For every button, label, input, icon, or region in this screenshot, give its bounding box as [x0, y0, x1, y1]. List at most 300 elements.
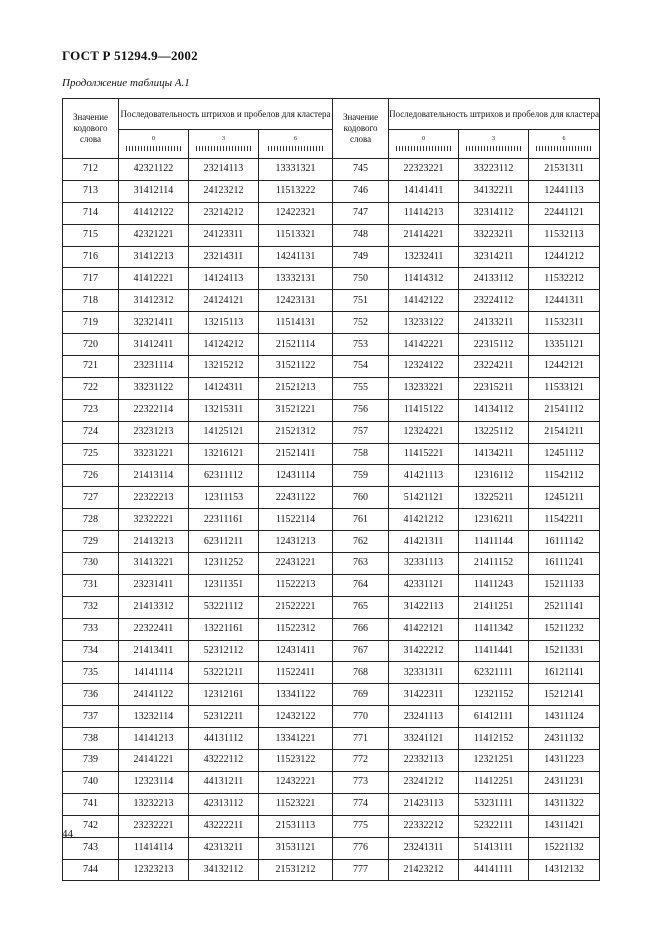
codeword-value-cell: 751: [333, 290, 389, 312]
table-row: [63, 246, 600, 268]
cluster-header: [529, 130, 600, 159]
bar-space-sequence-cell: 14311322: [529, 793, 600, 815]
bar-space-sequence-cell: 21521411: [259, 443, 333, 465]
table-row: [63, 596, 600, 618]
bar-space-sequence-cell: 12321251: [459, 750, 529, 772]
bar-space-sequence-cell: 33223112: [459, 159, 529, 181]
codeword-value-cell: 767: [333, 640, 389, 662]
codeword-value-cell: 736: [63, 684, 119, 706]
codeword-value-cell: 744: [63, 859, 119, 881]
bar-space-sequence-cell: 11532212: [529, 268, 600, 290]
bar-space-sequence-cell: 43222211: [189, 815, 259, 837]
bar-space-sequence-cell: 43222112: [189, 750, 259, 772]
table-row: [63, 224, 600, 246]
codeword-value-cell: 756: [333, 399, 389, 421]
bar-space-sequence-cell: 24141122: [119, 684, 189, 706]
codeword-value-cell: 770: [333, 706, 389, 728]
bar-space-sequence-cell: 14125121: [189, 421, 259, 443]
bar-space-sequence-cell: 53221112: [189, 596, 259, 618]
bar-space-sequence-cell: 31412114: [119, 180, 189, 202]
bar-space-sequence-cell: 12441113: [529, 180, 600, 202]
bar-space-sequence-cell: 11523221: [259, 793, 333, 815]
bar-pattern-icon: [466, 146, 522, 151]
cluster-label: 6: [294, 136, 298, 142]
document-header: ГОСТ Р 51294.9—2002: [62, 48, 198, 63]
bar-space-sequence-cell: 12323114: [119, 771, 189, 793]
table-row: [63, 859, 600, 881]
codeword-value-cell: 772: [333, 750, 389, 772]
bar-space-sequence-cell: 32331311: [389, 662, 459, 684]
bar-space-sequence-cell: 23224211: [459, 356, 529, 378]
codeword-value-cell: 723: [63, 399, 119, 421]
bar-space-sequence-cell: 23214113: [189, 159, 259, 181]
codeword-value-cell: 733: [63, 618, 119, 640]
bar-space-sequence-cell: 42313211: [189, 837, 259, 859]
bar-space-sequence-cell: 11532311: [529, 312, 600, 334]
bar-space-sequence-cell: 52322111: [459, 815, 529, 837]
codeword-value-cell: 739: [63, 750, 119, 772]
bar-space-sequence-cell: 44131211: [189, 771, 259, 793]
cluster-label: 3: [492, 136, 496, 142]
codeword-value-cell: 712: [63, 159, 119, 181]
codeword-value-cell: 732: [63, 596, 119, 618]
bar-space-sequence-cell: 14312132: [529, 859, 600, 881]
bar-space-sequence-cell: 11514131: [259, 312, 333, 334]
bar-space-sequence-cell: 12316211: [459, 509, 529, 531]
table-row: [63, 202, 600, 224]
bar-space-sequence-cell: 11542211: [529, 509, 600, 531]
table-row: [63, 312, 600, 334]
bar-space-sequence-cell: 32314112: [459, 202, 529, 224]
bar-space-sequence-cell: 21531311: [529, 159, 600, 181]
bar-space-sequence-cell: 21413114: [119, 465, 189, 487]
bar-space-sequence-cell: 24133112: [459, 268, 529, 290]
table-row: [63, 159, 600, 181]
bar-space-sequence-cell: 31412411: [119, 334, 189, 356]
codeword-value-cell: 761: [333, 509, 389, 531]
bar-space-sequence-cell: 23241311: [389, 837, 459, 859]
bar-space-sequence-cell: 41421113: [389, 465, 459, 487]
bar-space-sequence-cell: 24311132: [529, 728, 600, 750]
bar-space-sequence-cell: 11411243: [459, 574, 529, 596]
codeword-value-cell: 754: [333, 356, 389, 378]
bar-space-sequence-cell: 12441212: [529, 246, 600, 268]
codeword-value-cell: 758: [333, 443, 389, 465]
bar-space-sequence-cell: 22323221: [389, 159, 459, 181]
bar-space-sequence-cell: 31422113: [389, 596, 459, 618]
codeword-value-cell: 747: [333, 202, 389, 224]
bar-space-sequence-cell: 32321411: [119, 312, 189, 334]
bar-space-sequence-cell: 12432221: [259, 771, 333, 793]
codeword-value-cell: 764: [333, 574, 389, 596]
bar-space-sequence-cell: 41421212: [389, 509, 459, 531]
bar-space-sequence-cell: 11513321: [259, 224, 333, 246]
bar-space-sequence-cell: 11522312: [259, 618, 333, 640]
bar-space-sequence-cell: 12316112: [459, 465, 529, 487]
codeword-value-cell: 713: [63, 180, 119, 202]
bar-pattern-icon: [536, 146, 592, 151]
bar-space-sequence-cell: 52312112: [189, 640, 259, 662]
bar-space-sequence-cell: 31422311: [389, 684, 459, 706]
codeword-value-cell: 763: [333, 553, 389, 575]
bar-space-sequence-cell: 14311124: [529, 706, 600, 728]
codeword-value-cell: 757: [333, 421, 389, 443]
bar-space-sequence-cell: 12442121: [529, 356, 600, 378]
bar-space-sequence-cell: 62311112: [189, 465, 259, 487]
bar-space-sequence-cell: 24133211: [459, 312, 529, 334]
codeword-table: [62, 98, 600, 881]
bar-space-sequence-cell: 22332113: [389, 750, 459, 772]
bar-space-sequence-cell: 21522221: [259, 596, 333, 618]
table-row: [63, 465, 600, 487]
bar-space-sequence-cell: 51421121: [389, 487, 459, 509]
codeword-value-cell: 720: [63, 334, 119, 356]
codeword-value-cell: 745: [333, 159, 389, 181]
bar-space-sequence-cell: 13332131: [259, 268, 333, 290]
bar-space-sequence-cell: 12451112: [529, 443, 600, 465]
bar-space-sequence-cell: 41421311: [389, 531, 459, 553]
bar-space-sequence-cell: 11411342: [459, 618, 529, 640]
bar-space-sequence-cell: 13341122: [259, 684, 333, 706]
bar-space-sequence-cell: 13232114: [119, 706, 189, 728]
cluster-header: [459, 130, 529, 159]
bar-space-sequence-cell: 12423131: [259, 290, 333, 312]
bar-space-sequence-cell: 23214311: [189, 246, 259, 268]
bar-space-sequence-cell: 34132112: [189, 859, 259, 881]
bar-space-sequence-cell: 21531113: [259, 815, 333, 837]
bar-space-sequence-cell: 13215113: [189, 312, 259, 334]
bar-space-sequence-cell: 11532113: [529, 224, 600, 246]
bar-pattern-icon: [268, 146, 324, 151]
bar-space-sequence-cell: 31412312: [119, 290, 189, 312]
bar-space-sequence-cell: 21413411: [119, 640, 189, 662]
bar-space-sequence-cell: 12323213: [119, 859, 189, 881]
table-row: [63, 443, 600, 465]
codeword-value-cell: 753: [333, 334, 389, 356]
bar-space-sequence-cell: 13215212: [189, 356, 259, 378]
table-row: [63, 618, 600, 640]
bar-space-sequence-cell: 12441311: [529, 290, 600, 312]
bar-space-sequence-cell: 22311161: [189, 509, 259, 531]
bar-space-sequence-cell: 31413221: [119, 553, 189, 575]
cluster-header: [119, 130, 189, 159]
bar-space-sequence-cell: 15211331: [529, 640, 600, 662]
codeword-value-cell: 765: [333, 596, 389, 618]
bar-space-sequence-cell: 13225211: [459, 487, 529, 509]
bar-pattern-icon: [396, 146, 452, 151]
codeword-value-cell: 749: [333, 246, 389, 268]
bar-space-sequence-cell: 11414213: [389, 202, 459, 224]
bar-space-sequence-cell: 25211141: [529, 596, 600, 618]
bar-pattern-icon: [126, 146, 182, 151]
bar-space-sequence-cell: 21521312: [259, 421, 333, 443]
bar-space-sequence-cell: 14124311: [189, 377, 259, 399]
codeword-value-cell: 728: [63, 509, 119, 531]
table-row: [63, 793, 600, 815]
cluster-label: 3: [222, 136, 225, 142]
bar-space-sequence-cell: 12422321: [259, 202, 333, 224]
bar-space-sequence-cell: 13216121: [189, 443, 259, 465]
bar-space-sequence-cell: 24123311: [189, 224, 259, 246]
codeword-value-cell: 727: [63, 487, 119, 509]
codeword-value-cell: 743: [63, 837, 119, 859]
bar-space-sequence-cell: 42321221: [119, 224, 189, 246]
codeword-value-cell: 741: [63, 793, 119, 815]
table-row: [63, 706, 600, 728]
codeword-value-cell: 734: [63, 640, 119, 662]
bar-space-sequence-cell: 23241212: [389, 771, 459, 793]
table-row: [63, 837, 600, 859]
bar-space-sequence-cell: 13225112: [459, 421, 529, 443]
bar-space-sequence-cell: 21414221: [389, 224, 459, 246]
bar-space-sequence-cell: 44131112: [189, 728, 259, 750]
bar-space-sequence-cell: 23241113: [389, 706, 459, 728]
bar-space-sequence-cell: 12451211: [529, 487, 600, 509]
codeword-value-cell: 737: [63, 706, 119, 728]
bar-space-sequence-cell: 21413213: [119, 531, 189, 553]
bar-space-sequence-cell: 21413312: [119, 596, 189, 618]
bar-space-sequence-cell: 33241121: [389, 728, 459, 750]
codeword-value-cell: 755: [333, 377, 389, 399]
bar-space-sequence-cell: 61412111: [459, 706, 529, 728]
bar-space-sequence-cell: 11522213: [259, 574, 333, 596]
codeword-value-cell: 718: [63, 290, 119, 312]
table-row: [63, 684, 600, 706]
table-caption: Продолжение таблицы А.1: [62, 77, 190, 89]
bar-space-sequence-cell: 31521122: [259, 356, 333, 378]
bar-space-sequence-cell: 33223211: [459, 224, 529, 246]
codeword-value-cell: 771: [333, 728, 389, 750]
bar-space-sequence-cell: 14311421: [529, 815, 600, 837]
bar-space-sequence-cell: 14124212: [189, 334, 259, 356]
bar-space-sequence-cell: 42321122: [119, 159, 189, 181]
bar-space-sequence-cell: 32322221: [119, 509, 189, 531]
bar-space-sequence-cell: 12311252: [189, 553, 259, 575]
codeword-value-cell: 730: [63, 553, 119, 575]
bar-space-sequence-cell: 16121141: [529, 662, 600, 684]
codeword-value-cell: 735: [63, 662, 119, 684]
bar-space-sequence-cell: 11414114: [119, 837, 189, 859]
table-row: [63, 334, 600, 356]
bar-space-sequence-cell: 21531212: [259, 859, 333, 881]
cluster-header: [389, 130, 459, 159]
header-value-right: Значение кодового слова: [333, 99, 389, 159]
bar-space-sequence-cell: 16111142: [529, 531, 600, 553]
bar-space-sequence-cell: 11412251: [459, 771, 529, 793]
bar-space-sequence-cell: 11412152: [459, 728, 529, 750]
bar-space-sequence-cell: 14141411: [389, 180, 459, 202]
bar-space-sequence-cell: 11522114: [259, 509, 333, 531]
codeword-value-cell: 721: [63, 356, 119, 378]
codeword-value-cell: 746: [333, 180, 389, 202]
bar-space-sequence-cell: 11542112: [529, 465, 600, 487]
bar-space-sequence-cell: 31412213: [119, 246, 189, 268]
bar-space-sequence-cell: 13221161: [189, 618, 259, 640]
cluster-header: [189, 130, 259, 159]
cluster-label: 0: [152, 136, 155, 142]
bar-space-sequence-cell: 22441121: [529, 202, 600, 224]
bar-space-sequence-cell: 41422121: [389, 618, 459, 640]
table-row: [63, 815, 600, 837]
bar-space-sequence-cell: 11523122: [259, 750, 333, 772]
table-row: [63, 268, 600, 290]
bar-space-sequence-cell: 11411441: [459, 640, 529, 662]
bar-space-sequence-cell: 23231213: [119, 421, 189, 443]
codeword-value-cell: 766: [333, 618, 389, 640]
page-number: 44: [62, 828, 73, 840]
codeword-value-cell: 726: [63, 465, 119, 487]
bar-space-sequence-cell: 14142122: [389, 290, 459, 312]
bar-space-sequence-cell: 14134211: [459, 443, 529, 465]
bar-space-sequence-cell: 24123212: [189, 180, 259, 202]
table-row: [63, 180, 600, 202]
bar-space-sequence-cell: 23232221: [119, 815, 189, 837]
table-row: [63, 356, 600, 378]
bar-space-sequence-cell: 13341221: [259, 728, 333, 750]
bar-space-sequence-cell: 14142221: [389, 334, 459, 356]
header-value-left: Значение кодового слова: [63, 99, 119, 159]
codeword-value-cell: 725: [63, 443, 119, 465]
bar-space-sequence-cell: 12431114: [259, 465, 333, 487]
bar-space-sequence-cell: 21541211: [529, 421, 600, 443]
codeword-value-cell: 777: [333, 859, 389, 881]
codeword-value-cell: 738: [63, 728, 119, 750]
cluster-label: 6: [562, 136, 566, 142]
bar-space-sequence-cell: 11522411: [259, 662, 333, 684]
bar-space-sequence-cell: 11415122: [389, 399, 459, 421]
bar-space-sequence-cell: 22332212: [389, 815, 459, 837]
bar-space-sequence-cell: 21411152: [459, 553, 529, 575]
bar-space-sequence-cell: 21521213: [259, 377, 333, 399]
bar-space-sequence-cell: 12431411: [259, 640, 333, 662]
codeword-value-cell: 752: [333, 312, 389, 334]
codeword-value-cell: 750: [333, 268, 389, 290]
bar-space-sequence-cell: 22315112: [459, 334, 529, 356]
codeword-value-cell: 729: [63, 531, 119, 553]
bar-space-sequence-cell: 15221132: [529, 837, 600, 859]
bar-space-sequence-cell: 22315211: [459, 377, 529, 399]
bar-space-sequence-cell: 44141111: [459, 859, 529, 881]
bar-space-sequence-cell: 15212141: [529, 684, 600, 706]
bar-space-sequence-cell: 42331121: [389, 574, 459, 596]
bar-space-sequence-cell: 21521114: [259, 334, 333, 356]
bar-space-sequence-cell: 13233221: [389, 377, 459, 399]
bar-space-sequence-cell: 24141221: [119, 750, 189, 772]
bar-space-sequence-cell: 15211133: [529, 574, 600, 596]
bar-space-sequence-cell: 33231221: [119, 443, 189, 465]
bar-space-sequence-cell: 13215311: [189, 399, 259, 421]
bar-space-sequence-cell: 41412221: [119, 268, 189, 290]
codeword-value-cell: 776: [333, 837, 389, 859]
bar-space-sequence-cell: 21423212: [389, 859, 459, 881]
bar-space-sequence-cell: 11513222: [259, 180, 333, 202]
bar-space-sequence-cell: 14241131: [259, 246, 333, 268]
codeword-value-cell: 714: [63, 202, 119, 224]
codeword-value-cell: 731: [63, 574, 119, 596]
bar-space-sequence-cell: 31521221: [259, 399, 333, 421]
codeword-value-cell: 722: [63, 377, 119, 399]
bar-space-sequence-cell: 21411251: [459, 596, 529, 618]
table-row: [63, 399, 600, 421]
table-row: [63, 509, 600, 531]
bar-space-sequence-cell: 12324122: [389, 356, 459, 378]
bar-space-sequence-cell: 23231114: [119, 356, 189, 378]
codeword-value-cell: 715: [63, 224, 119, 246]
bar-space-sequence-cell: 22322213: [119, 487, 189, 509]
bar-space-sequence-cell: 22322411: [119, 618, 189, 640]
bar-space-sequence-cell: 14141114: [119, 662, 189, 684]
codeword-value-cell: 716: [63, 246, 119, 268]
bar-space-sequence-cell: 15211232: [529, 618, 600, 640]
table-row: [63, 553, 600, 575]
codeword-value-cell: 719: [63, 312, 119, 334]
bar-space-sequence-cell: 13351121: [529, 334, 600, 356]
bar-space-sequence-cell: 62321111: [459, 662, 529, 684]
codeword-value-cell: 748: [333, 224, 389, 246]
bar-space-sequence-cell: 11414312: [389, 268, 459, 290]
table-row: [63, 531, 600, 553]
bar-pattern-icon: [196, 146, 252, 151]
bar-space-sequence-cell: 13232213: [119, 793, 189, 815]
bar-space-sequence-cell: 42313112: [189, 793, 259, 815]
table-row: [63, 487, 600, 509]
header-sequence-right: Последовательность штрихов и пробелов для кластера: [389, 99, 600, 130]
cluster-label: 0: [422, 136, 426, 142]
bar-space-sequence-cell: 22322114: [119, 399, 189, 421]
bar-space-sequence-cell: 62311211: [189, 531, 259, 553]
bar-space-sequence-cell: 14134112: [459, 399, 529, 421]
bar-space-sequence-cell: 16111241: [529, 553, 600, 575]
bar-space-sequence-cell: 21541112: [529, 399, 600, 421]
bar-space-sequence-cell: 41412122: [119, 202, 189, 224]
bar-space-sequence-cell: 12321152: [459, 684, 529, 706]
bar-space-sequence-cell: 12324221: [389, 421, 459, 443]
header-sequence-left: Последовательность штрихов и пробелов для кластера: [119, 99, 333, 130]
codeword-value-cell: 775: [333, 815, 389, 837]
bar-space-sequence-cell: 23231411: [119, 574, 189, 596]
table-row: [63, 574, 600, 596]
bar-space-sequence-cell: 13331321: [259, 159, 333, 181]
bar-space-sequence-cell: 14124113: [189, 268, 259, 290]
codeword-value-cell: 717: [63, 268, 119, 290]
bar-space-sequence-cell: 23214212: [189, 202, 259, 224]
bar-space-sequence-cell: 52312211: [189, 706, 259, 728]
bar-space-sequence-cell: 31531121: [259, 837, 333, 859]
bar-space-sequence-cell: 11415221: [389, 443, 459, 465]
codeword-value-cell: 742: [63, 815, 119, 837]
codeword-value-cell: 769: [333, 684, 389, 706]
bar-space-sequence-cell: 33231122: [119, 377, 189, 399]
bar-space-sequence-cell: 11533121: [529, 377, 600, 399]
bar-space-sequence-cell: 22431221: [259, 553, 333, 575]
codeword-value-cell: 759: [333, 465, 389, 487]
bar-space-sequence-cell: 31422212: [389, 640, 459, 662]
bar-space-sequence-cell: 14141213: [119, 728, 189, 750]
bar-space-sequence-cell: 12311351: [189, 574, 259, 596]
bar-space-sequence-cell: 12312161: [189, 684, 259, 706]
bar-space-sequence-cell: 12432122: [259, 706, 333, 728]
codeword-value-cell: 768: [333, 662, 389, 684]
bar-space-sequence-cell: 24311231: [529, 771, 600, 793]
codeword-value-cell: 760: [333, 487, 389, 509]
bar-space-sequence-cell: 23224112: [459, 290, 529, 312]
bar-space-sequence-cell: 14311223: [529, 750, 600, 772]
table-body: [63, 159, 600, 881]
table-row: [63, 377, 600, 399]
codeword-value-cell: 724: [63, 421, 119, 443]
bar-space-sequence-cell: 51413111: [459, 837, 529, 859]
codeword-value-cell: 774: [333, 793, 389, 815]
